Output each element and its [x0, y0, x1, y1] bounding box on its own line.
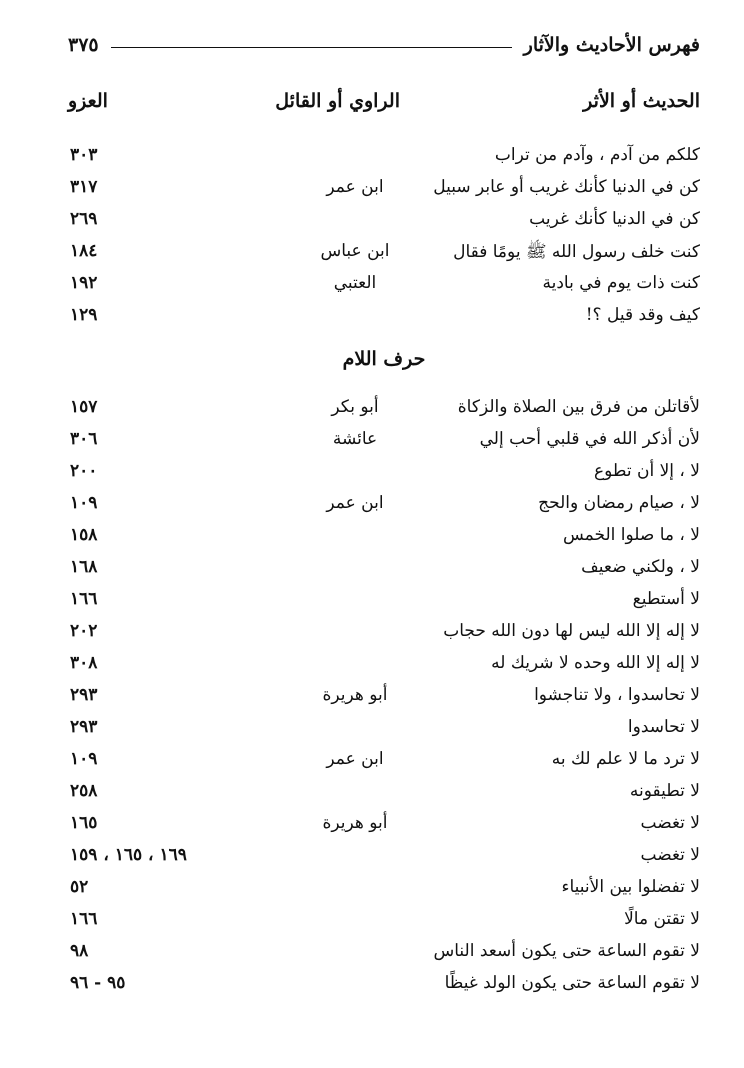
reference-number: ٢٩٣: [70, 685, 98, 705]
index-row: [68, 713, 700, 743]
running-title: فهرس الأحاديث والآثار: [523, 34, 700, 56]
hadith-text: كنت ذات يوم في بادية: [542, 273, 700, 293]
running-head: [68, 28, 700, 62]
reference-number: ١٦٨: [70, 557, 98, 577]
reference-number: ١٦٩ ، ١٦٥ ، ١٥٩: [70, 845, 187, 865]
index-row: [68, 905, 700, 935]
hadith-text: لا ترد ما لا علم لك به: [551, 749, 700, 769]
column-header-hadith: الحديث أو الأثر: [583, 90, 700, 112]
index-row: [68, 681, 700, 711]
index-row: [68, 841, 700, 871]
index-row: [68, 617, 700, 647]
index-row: [68, 425, 700, 455]
reference-number: ٥٢: [70, 877, 89, 897]
reference-number: ٩٨: [70, 941, 89, 961]
hadith-text: لأقاتلن من فرق بين الصلاة والزكاة: [457, 397, 700, 417]
hadith-text: لا تقتن مالًا: [624, 909, 700, 929]
index-row: [68, 457, 700, 487]
column-headers: [68, 86, 700, 120]
hadith-text: كلكم من آدم ، وآدم من تراب: [494, 145, 700, 165]
column-header-reference: العزو: [68, 90, 108, 112]
page-number: ٣٧٥: [68, 34, 99, 56]
index-row: [68, 269, 700, 299]
hadith-text: كن في الدنيا كأنك غريب: [529, 209, 700, 229]
narrator-text: ابن عمر: [326, 177, 384, 197]
index-row: [68, 141, 700, 171]
hadith-text: لأن أذكر الله في قلبي أحب إلي: [479, 429, 700, 449]
narrator-text: ابن عمر: [326, 749, 384, 769]
index-row: [68, 393, 700, 423]
reference-number: ٢٠٢: [70, 621, 98, 641]
reference-number: ١٦٥: [70, 813, 98, 833]
index-row: [68, 809, 700, 839]
narrator-text: ابن عمر: [326, 493, 384, 513]
index-row: [68, 173, 700, 203]
index-row: [68, 873, 700, 903]
reference-number: ٩٥ - ٩٦: [70, 973, 126, 993]
narrator-text: ابن عباس: [320, 241, 390, 261]
index-row: [68, 301, 700, 331]
reference-number: ٣١٧: [70, 177, 98, 197]
hadith-text: كيف وقد قيل ؟!: [585, 305, 700, 325]
reference-number: ٣٠٦: [70, 429, 98, 449]
reference-number: ١٢٩: [70, 305, 98, 325]
narrator-text: العتبي: [333, 273, 377, 293]
hadith-text: لا تحاسدوا ، ولا تناجشوا: [534, 685, 700, 705]
hadith-text: كن في الدنيا كأنك غريب أو عابر سبيل: [433, 177, 700, 197]
reference-number: ٣٠٣: [70, 145, 98, 165]
hadith-text: لا تقوم الساعة حتى يكون أسعد الناس: [433, 941, 700, 961]
hadith-text: لا تطيقونه: [629, 781, 700, 801]
index-row: [68, 649, 700, 679]
reference-number: ١٨٤: [70, 241, 98, 261]
reference-number: ٢٦٩: [70, 209, 98, 229]
index-row: [68, 521, 700, 551]
narrator-text: أبو بكر: [331, 397, 379, 417]
hadith-text: لا تفضلوا بين الأنبياء: [561, 877, 700, 897]
index-row: [68, 237, 700, 267]
index-row: [68, 777, 700, 807]
hadith-text: لا تغضب: [640, 813, 700, 833]
index-row: [68, 553, 700, 583]
hadith-text: لا إله إلا الله وحده لا شريك له: [491, 653, 700, 673]
hadith-text: لا تحاسدوا: [627, 717, 700, 737]
reference-number: ١٩٢: [70, 273, 98, 293]
hadith-text: لا إله إلا الله ليس لها دون الله حجاب: [443, 621, 700, 641]
reference-number: ١٠٩: [70, 749, 98, 769]
index-row: [68, 489, 700, 519]
reference-number: ١٦٦: [70, 589, 98, 609]
hadith-text: لا تغضب: [640, 845, 700, 865]
hadith-text: لا ، ما صلوا الخمس: [562, 525, 700, 545]
header-rule: [111, 47, 512, 48]
reference-number: ١٥٨: [70, 525, 98, 545]
index-row: [68, 205, 700, 235]
section-heading-lam: حرف اللام: [342, 348, 426, 370]
reference-number: ١٥٧: [70, 397, 98, 417]
hadith-text: لا ، إلا أن تطوع: [593, 461, 700, 481]
column-header-narrator: الراوي أو القائل: [275, 90, 400, 112]
hadith-text: لا ، ولكني ضعيف: [581, 557, 700, 577]
hadith-text: لا ، صيام رمضان والحج: [538, 493, 700, 513]
hadith-text: لا تقوم الساعة حتى يكون الولد غيظًا: [444, 973, 700, 993]
index-row: [68, 745, 700, 775]
narrator-text: أبو هريرة: [322, 685, 388, 705]
index-row: [68, 937, 700, 967]
hadith-text: لا أستطيع: [632, 589, 700, 609]
reference-number: ٢٥٨: [70, 781, 98, 801]
narrator-text: عائشة: [332, 429, 378, 449]
reference-number: ٢٠٠: [70, 461, 98, 481]
hadith-text: كنت خلف رسول الله ﷺ يومًا فقال: [453, 242, 700, 262]
reference-number: ٣٠٨: [70, 653, 98, 673]
narrator-text: أبو هريرة: [322, 813, 388, 833]
reference-number: ٢٩٣: [70, 717, 98, 737]
reference-number: ١٦٦: [70, 909, 98, 929]
index-row: [68, 969, 700, 999]
index-row: [68, 585, 700, 615]
reference-number: ١٠٩: [70, 493, 98, 513]
